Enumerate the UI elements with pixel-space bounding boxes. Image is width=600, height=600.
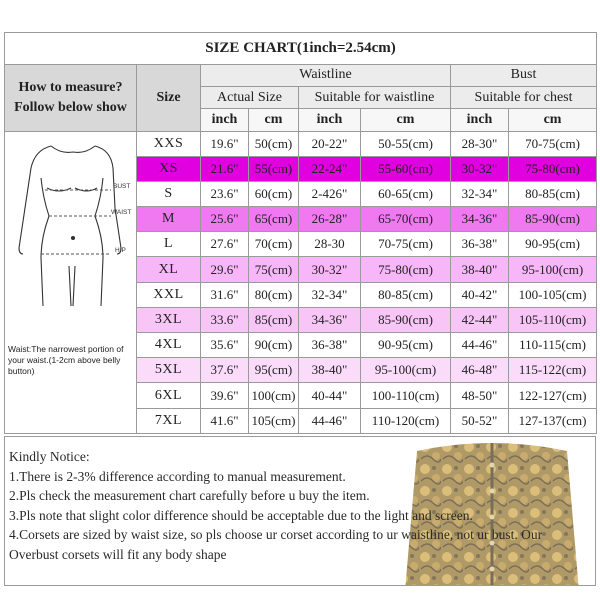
unit-cm-header: cm <box>361 109 451 131</box>
cell-chest-in: 28-30" <box>451 131 509 156</box>
size-cell: XS <box>137 156 201 181</box>
cell-inch: 35.6" <box>201 333 249 358</box>
cell-chest-cm: 85-90(cm) <box>509 207 597 232</box>
cell-cm: 90(cm) <box>249 333 299 358</box>
cell-waist-in: 20-22" <box>299 131 361 156</box>
cell-cm: 50(cm) <box>249 131 299 156</box>
cell-inch: 41.6" <box>201 408 249 433</box>
cell-chest-cm: 100-105(cm) <box>509 282 597 307</box>
cell-waist-in: 28-30 <box>299 232 361 257</box>
unit-inch-header: inch <box>299 109 361 131</box>
cell-waist-in: 38-40" <box>299 358 361 383</box>
cell-waist-in: 2-426" <box>299 181 361 206</box>
cell-chest-in: 42-44" <box>451 307 509 332</box>
bust-header: Bust <box>451 64 597 86</box>
chart-title: SIZE CHART(1inch=2.54cm) <box>5 33 597 65</box>
cell-waist-cm: 70-75(cm) <box>361 232 451 257</box>
size-cell: 5XL <box>137 358 201 383</box>
size-row-xxs <box>5 131 597 156</box>
cell-chest-in: 34-36" <box>451 207 509 232</box>
size-cell: M <box>137 207 201 232</box>
cell-chest-in: 46-48" <box>451 358 509 383</box>
cell-inch: 31.6" <box>201 282 249 307</box>
cell-waist-cm: 65-70(cm) <box>361 207 451 232</box>
cell-inch: 21.6" <box>201 156 249 181</box>
size-chart-table <box>4 32 597 434</box>
size-cell: 6XL <box>137 383 201 408</box>
unit-cm-header: cm <box>249 109 299 131</box>
cell-cm: 60(cm) <box>249 181 299 206</box>
size-cell: L <box>137 232 201 257</box>
cell-cm: 70(cm) <box>249 232 299 257</box>
kindly-notice <box>4 436 596 586</box>
cell-chest-cm: 80-85(cm) <box>509 181 597 206</box>
cell-waist-in: 32-34" <box>299 282 361 307</box>
cell-cm: 105(cm) <box>249 408 299 433</box>
cell-chest-cm: 95-100(cm) <box>509 257 597 282</box>
notice-line-5: Overbust corsets will fit any body shape <box>9 546 227 562</box>
size-cell: S <box>137 181 201 206</box>
cell-cm: 55(cm) <box>249 156 299 181</box>
hip-line-label: HIP <box>115 246 126 254</box>
cell-inch: 39.6" <box>201 383 249 408</box>
cell-inch: 23.6" <box>201 181 249 206</box>
waistline-header: Waistline <box>201 64 451 86</box>
cell-inch: 33.6" <box>201 307 249 332</box>
cell-chest-in: 32-34" <box>451 181 509 206</box>
cell-chest-cm: 90-95(cm) <box>509 232 597 257</box>
waist-line-label: WAIST <box>111 208 132 216</box>
suitable-waist-header: Suitable for waistline <box>299 86 451 108</box>
cell-waist-cm: 95-100(cm) <box>361 358 451 383</box>
unit-cm-header: cm <box>509 109 597 131</box>
cell-chest-cm: 122-127(cm) <box>509 383 597 408</box>
notice-line-3: 3.Pls note that slight color difference should be acceptable due to the light and screen. <box>9 507 473 523</box>
cell-waist-in: 44-46" <box>299 408 361 433</box>
cell-chest-cm: 105-110(cm) <box>509 307 597 332</box>
suitable-chest-header: Suitable for chest <box>451 86 597 108</box>
cell-chest-in: 40-42" <box>451 282 509 307</box>
cell-waist-cm: 80-85(cm) <box>361 282 451 307</box>
how-to-measure-header <box>5 64 137 131</box>
cell-cm: 80(cm) <box>249 282 299 307</box>
cell-chest-in: 38-40" <box>451 257 509 282</box>
cell-chest-in: 36-38" <box>451 232 509 257</box>
cell-chest-cm: 115-122(cm) <box>509 358 597 383</box>
cell-cm: 100(cm) <box>249 383 299 408</box>
cell-waist-cm: 75-80(cm) <box>361 257 451 282</box>
cell-waist-cm: 90-95(cm) <box>361 333 451 358</box>
cell-chest-in: 48-50" <box>451 383 509 408</box>
cell-waist-in: 30-32" <box>299 257 361 282</box>
unit-inch-header: inch <box>451 109 509 131</box>
notice-line-1: 1.There is 2-3% difference according to manual measurement. <box>9 468 346 484</box>
cell-waist-in: 34-36" <box>299 307 361 332</box>
cell-chest-in: 30-32" <box>451 156 509 181</box>
cell-inch: 27.6" <box>201 232 249 257</box>
measurement-figure-cell <box>5 131 137 433</box>
size-cell: XXS <box>137 131 201 156</box>
actual-size-header: Actual Size <box>201 86 299 108</box>
cell-chest-in: 50-52" <box>451 408 509 433</box>
cell-waist-cm: 50-55(cm) <box>361 131 451 156</box>
cell-chest-in: 44-46" <box>451 333 509 358</box>
cell-waist-in: 40-44" <box>299 383 361 408</box>
body-silhouette-icon <box>11 138 135 308</box>
waist-note: Waist:The narrowest portion of your waist.(1-2cm above belly button) <box>8 344 124 376</box>
how-to-measure-line2: Follow below show <box>14 99 127 115</box>
cell-waist-cm: 55-60(cm) <box>361 156 451 181</box>
cell-cm: 65(cm) <box>249 207 299 232</box>
notice-title: Kindly Notice: <box>9 449 90 464</box>
bust-line-label: BUST <box>113 182 131 190</box>
cell-inch: 37.6" <box>201 358 249 383</box>
size-cell: XL <box>137 257 201 282</box>
size-cell: 7XL <box>137 408 201 433</box>
cell-waist-in: 26-28" <box>299 207 361 232</box>
cell-inch: 25.6" <box>201 207 249 232</box>
cell-waist-cm: 100-110(cm) <box>361 383 451 408</box>
how-to-measure-line1: How to measure? <box>18 79 123 95</box>
size-cell: 4XL <box>137 333 201 358</box>
cell-inch: 29.6" <box>201 257 249 282</box>
notice-line-4: 4.Corsets are sized by waist size, so pls choose ur corset according to ur waistline, not ur bust. Our <box>9 527 543 543</box>
cell-chest-cm: 127-137(cm) <box>509 408 597 433</box>
cell-waist-cm: 110-120(cm) <box>361 408 451 433</box>
cell-waist-cm: 85-90(cm) <box>361 307 451 332</box>
cell-waist-cm: 60-65(cm) <box>361 181 451 206</box>
cell-cm: 95(cm) <box>249 358 299 383</box>
cell-cm: 85(cm) <box>249 307 299 332</box>
cell-chest-cm: 75-80(cm) <box>509 156 597 181</box>
size-cell: XXL <box>137 282 201 307</box>
cell-waist-in: 22-24" <box>299 156 361 181</box>
size-cell: 3XL <box>137 307 201 332</box>
cell-chest-cm: 110-115(cm) <box>509 333 597 358</box>
notice-line-2: 2.Pls check the measurement chart carefully before u buy the item. <box>9 488 370 504</box>
unit-inch-header: inch <box>201 109 249 131</box>
cell-waist-in: 36-38" <box>299 333 361 358</box>
cell-inch: 19.6" <box>201 131 249 156</box>
cell-cm: 75(cm) <box>249 257 299 282</box>
size-header: Size <box>137 64 201 131</box>
cell-chest-cm: 70-75(cm) <box>509 131 597 156</box>
